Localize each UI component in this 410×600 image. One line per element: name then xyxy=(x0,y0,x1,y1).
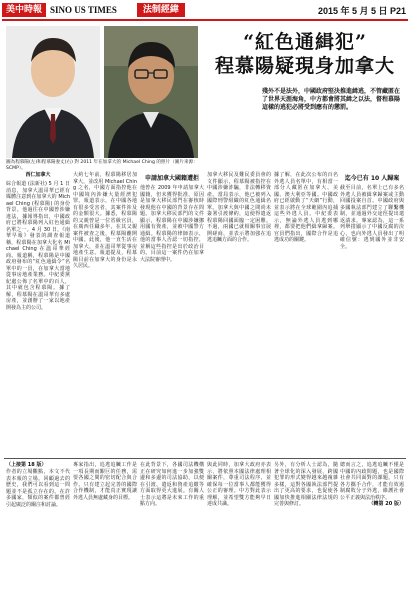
column-text: 與此同時，加拿大政府亦表示，將依照本國法律處理相關案件，尊重司法程序，並確保每一位當事人都能獲得公正的審理。中方對此表示理解，並希望雙方能夠早日達成共識。 xyxy=(207,462,271,507)
body-column-5 xyxy=(274,172,338,456)
column-text: 據了解，在此次公布的百名外逃人員名單中，有相當一部分人藏匿在加拿大、美國、澳大利亞等國。中國政府已經啟動了“天網”行動，並表示將在全球範圍內追捕這些外逃人員。中紀委表示，無論外逃人員逃到哪裡，都要把他們緝拿歸案。官員們指出，國際合作是追逃成功的關鍵。 xyxy=(274,172,338,243)
column-text: 作者的立場觀點，本文不代表本報的立場。回顧過去的歷史，我們可以看到這一問題並不是孤立存在的。在許多國家，類似的案件都曾經引起廣泛的關注和討論。 xyxy=(6,469,70,508)
column-text: 專家指出，追逃追贓工作是一項長期而艱巨的任務，需要各國之間的密切配合與合作。只有建立起完善的國際合作機制，才能真正實現讓外逃人員無處藏身的目標。 xyxy=(73,462,137,501)
body-column-2 xyxy=(73,172,137,456)
photo-caption: 圖為程慕陽(左)和程慕陽妻丈(右) 對 2011 年在加拿大的 Michael Ching 的照片（圖片來源：SCMP）。 xyxy=(6,160,198,171)
body-column-3 xyxy=(140,172,204,456)
masthead-rule xyxy=(2,19,408,21)
portrait-photo-right xyxy=(104,26,198,158)
article-body xyxy=(6,172,404,456)
column-text: 另外，有分析人士認為，隨著全球化的深入發展，跨國犯罪的形式變得越來越複雜多樣，這對各國執法部門提出了更高的要求，也促使各國加快推進相關法律法規的完善與修訂。 xyxy=(274,462,338,507)
column-text: 在此背景下，各國司法機構正在研究如何進一步加強雙邊和多邊的司法協助，以便在引渡、遣返和資產追繳等方面取得更大進展。有關人士表示這將是未來工作的重點方向。 xyxy=(140,462,204,507)
subheading: 申請加拿大國籍遭拒 xyxy=(144,175,199,182)
column-text: 大約七年前，程慕陽移居加拿大，並改用 Michael Ching 之名，中國方面指控他在中國境內涉嫌大量經濟犯罪。報道表示，在中國各地有很多受害者，其案件涉及的金額很大。據悉，程慕陽的父親曾是一位省級官員，在廣西任職多年，在其父親案件被查之後，程慕陽離開中國。此後，他一直生活在加拿大，並在溫哥華從事房地產生意。報道提及，程慕陽目前在加拿大的身份是永久居民。 xyxy=(73,172,137,269)
column-text: 加拿大移民及難民委員會的文件顯示，程慕陽被指控在中國涉嫌詐騙，非法轉移資產。當局表示，他已被列入國際刑警組織的紅色通緝名單。加拿大與中國之間尚未簽署引渡條約，這使得遣返程慕陽回國面臨一定困難。不過，兩國已就相關事宜展開磋商，並表示將加強在追逃追贓方面的合作。 xyxy=(207,172,271,243)
dateline: 西仁加拿大 xyxy=(25,172,51,178)
headline-line-2: 程慕陽疑現身加拿大 xyxy=(214,55,395,77)
column-text: 截至目前，名單上已有多名外逃人員被緝拿歸案或主動回國投案自首。中國政府與多國執法部門建立了聯繫機制，並通過外交途徑提出遣返請求。專家認為，這一系列舉措顯示了中國反腐的決心，也向外逃人員發出了明確信號：逃到國外並非安全。 xyxy=(340,185,404,250)
section-divider xyxy=(4,458,406,459)
column-text: 總而言之，追逃追贓不僅是中國的內政問題，也是國際社會共同面對的課題。只有各方攜手合作，才能有效遏制腐敗分子外逃，維護社會公平正義與法治秩序。 xyxy=(340,462,404,501)
continuation-section xyxy=(6,462,404,594)
brand-logo: 美中時報 xyxy=(2,3,46,17)
brand-english: SINO US TIMES xyxy=(50,5,117,15)
bottom-column-4 xyxy=(207,462,271,594)
issue-date: 2015 年 5 月 5 日 P21 xyxy=(317,5,406,16)
headline-line-1: “紅色通緝犯” xyxy=(243,31,367,53)
photo-pair xyxy=(6,26,198,158)
bottom-column-1 xyxy=(6,462,70,594)
column-text: 綜合報道 (法新社) 5 月 1 日消息，加拿大溫哥華已經有媒體注意到在加拿大的 Michael Ching (程慕陽) 的身份背景。他過往在中國曾涉嫌違法，據報導指出，中國政府已將程慕陽列入紅色通緝名單之一。4 月 30 日，《南華早報》發表的調查報道稱，程慕陽在加拿大化名 Michael Ching 在溫哥華經商。報道稱，程慕陽是中國政府發布的“紅色通緝令”名單中的一員，在加拿大當地從事房地產業務。中紀委黨紀處公佈了名單中的百人，其中就包含程慕陽。據了解，程慕陽在溫哥華有多處房產，並創辦了一家以地產開發為主的公司。 xyxy=(6,181,70,311)
body-column-1 xyxy=(6,172,70,456)
bottom-column-6 xyxy=(340,462,404,594)
continued-from-label: （上接第 18 版） xyxy=(6,462,47,468)
body-column-4 xyxy=(207,172,271,456)
bottom-column-3 xyxy=(140,462,204,594)
masthead xyxy=(2,2,408,18)
subheading: 迄今已有 10 人歸案 xyxy=(344,175,400,182)
section-label: 法制經緯 xyxy=(137,3,185,17)
headline xyxy=(205,30,405,78)
deck-summary: 殘外不是法外，中國政府堅決推進緝逃，不管藏匿在了世界天涯海角，中方都會將其緝之以法，督程慕陽這樣的逃犯必將受到應有的懲罰。 xyxy=(262,88,401,111)
bottom-column-2 xyxy=(73,462,137,594)
column-text: 他曾在 2009 年申請加拿大國籍，但未獲得批准，原因是加拿大移民部門在審核時發現他在中國的背景存在問題。加拿大移民部門的文件顯示，程慕陽在中國涉嫌挪用國有資產，並被中國警方通緝。程慕陽的律師表示，他的當事人否認一切指控，並稱這些指控是出於政治目的。目前這一案件仍在加拿大法院審理中。 xyxy=(140,185,204,263)
bottom-column-5 xyxy=(274,462,338,594)
body-column-6 xyxy=(340,172,404,456)
portrait-photo-left xyxy=(6,26,100,158)
continued-to-label: （轉第 20 版） xyxy=(368,501,404,507)
